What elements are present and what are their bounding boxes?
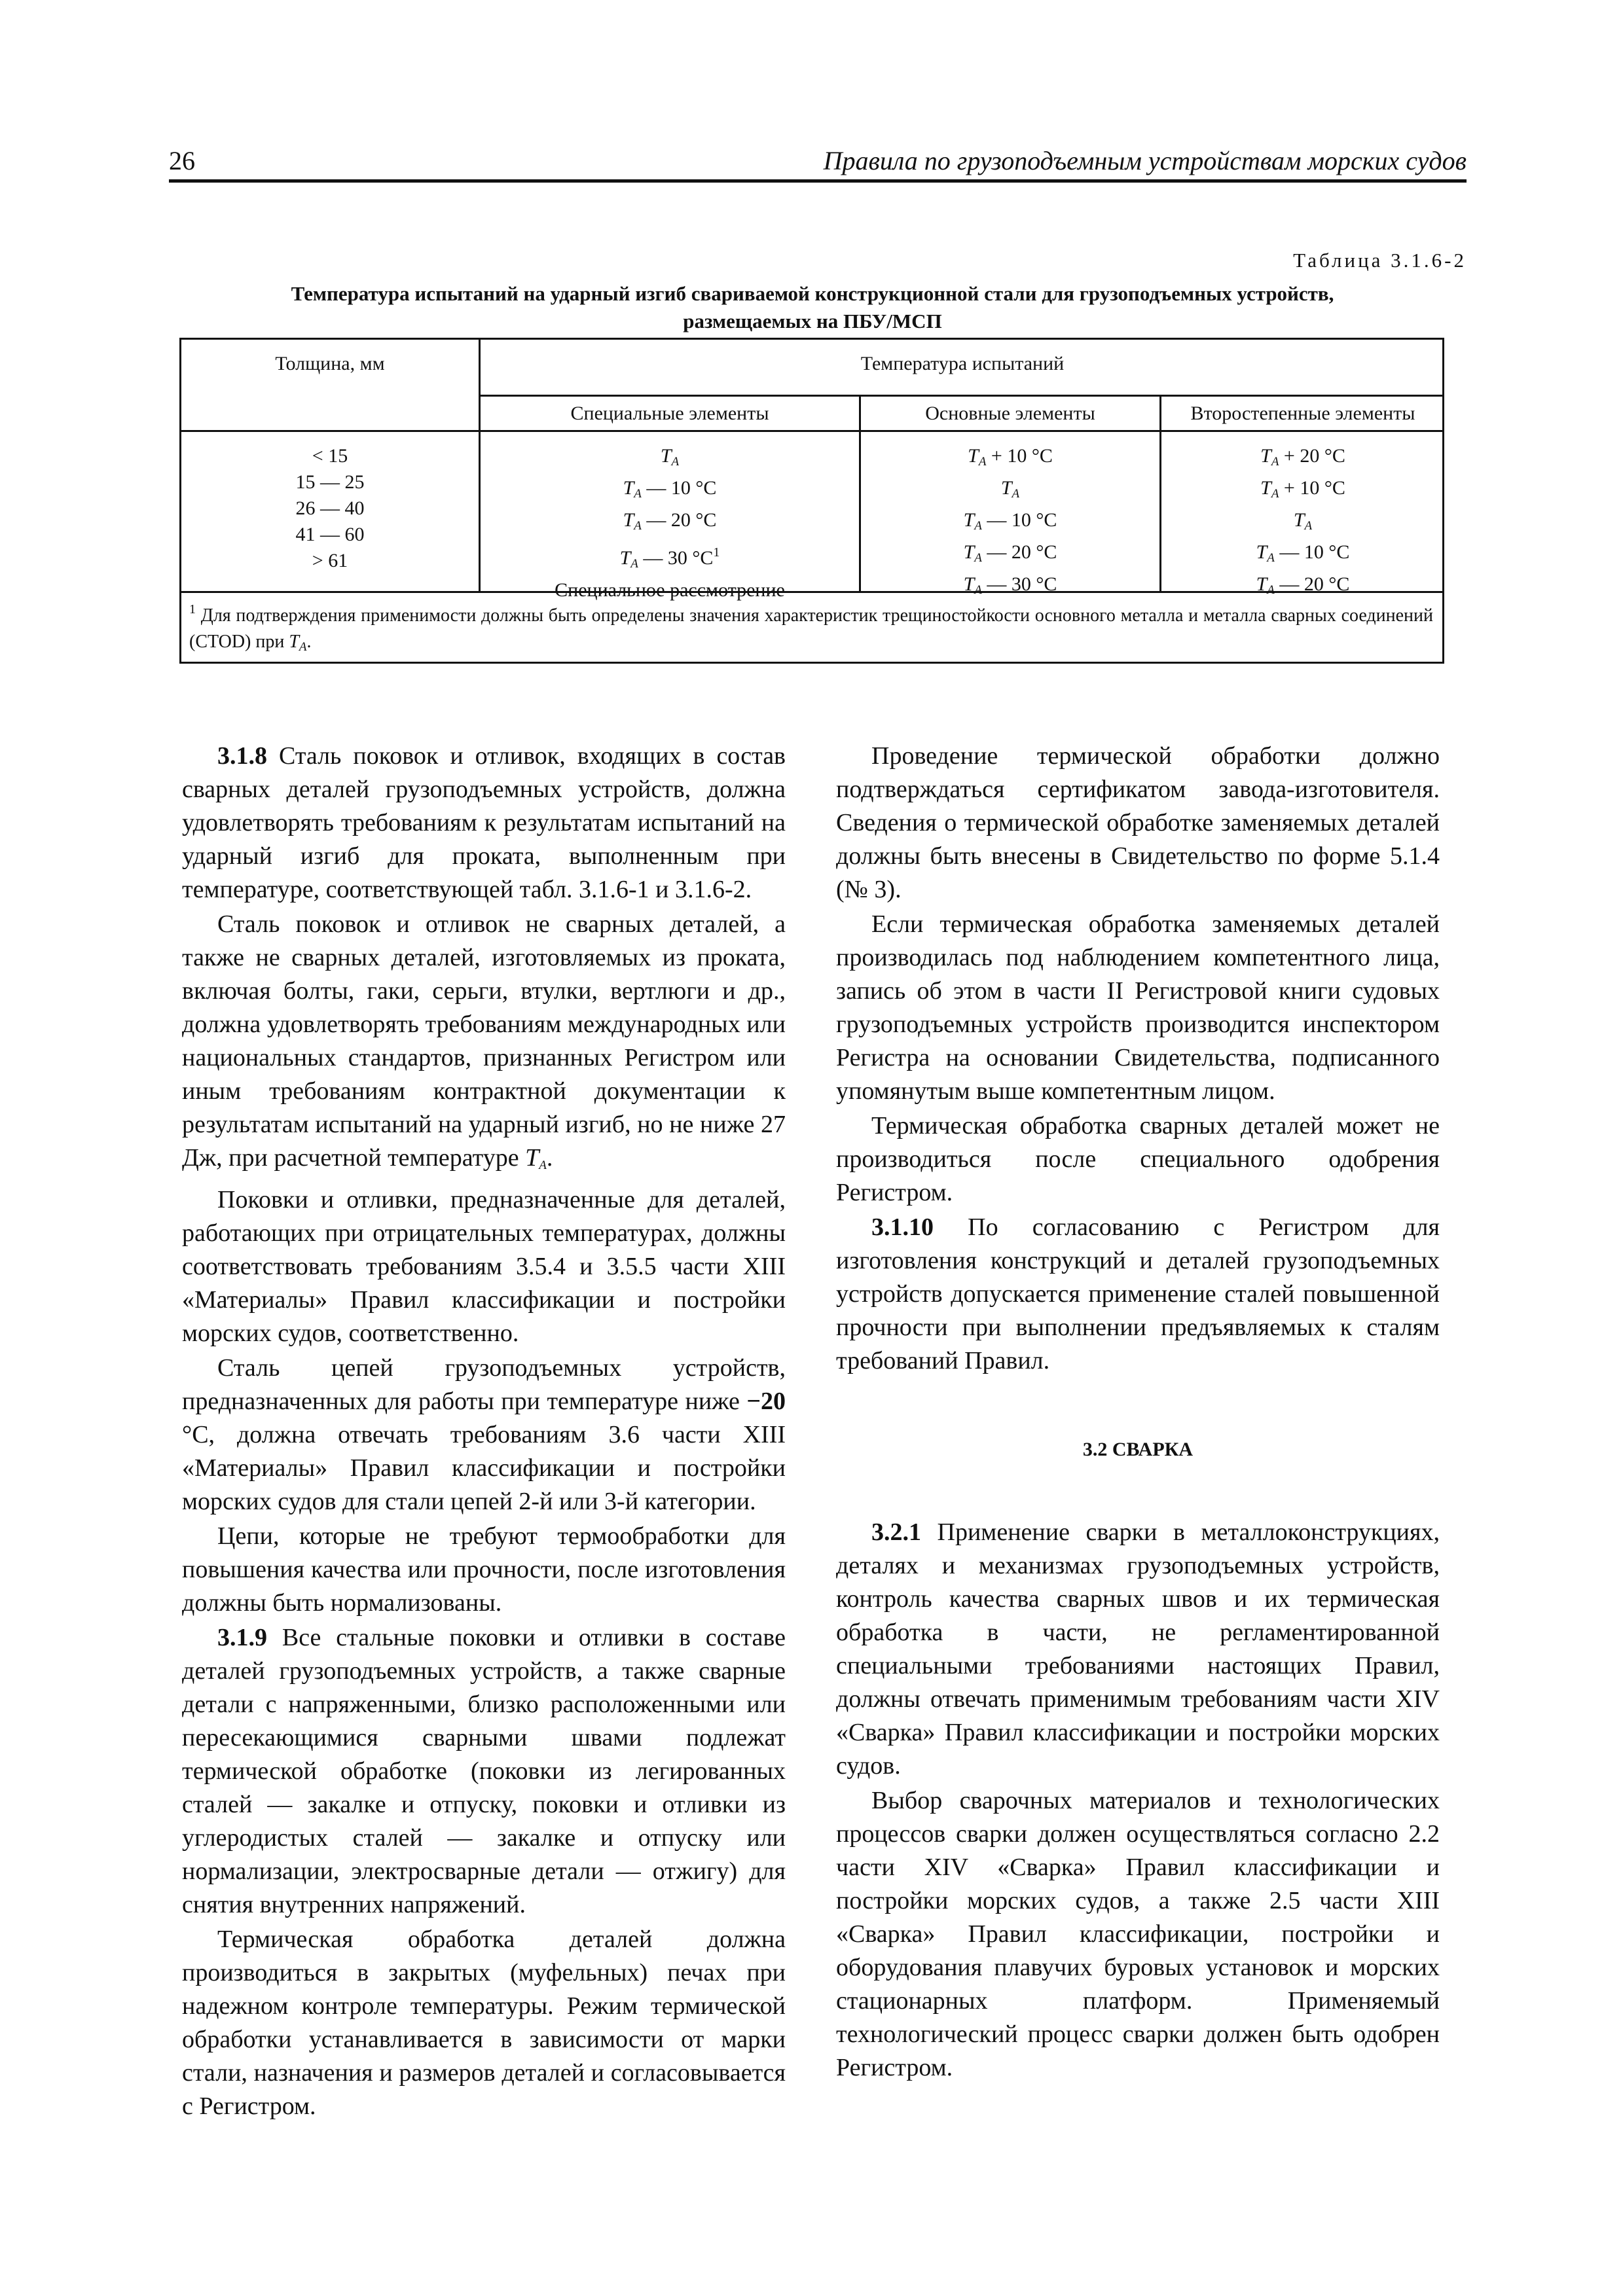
paragraph: 3.1.8 Сталь поковок и отливок, входящих в состав сварных деталей грузоподъемных устройств, должна удовлетворять требованиям к результатам испытаний на ударный изгиб для проката, выполненным при температуре, соответствующей табл. 3.1.6-1 и 3.1.6-2. [182, 742, 786, 903]
temperature-value: $T_A$ [1000, 477, 1020, 501]
table-caption-line: Температура испытаний на ударный изгиб свариваемой конструкционной стали для грузоподъемных устройств, [291, 282, 1334, 305]
thickness-column [181, 443, 479, 574]
page-header [169, 145, 1467, 183]
section-title: 3.2 СВАРКА [1082, 1439, 1194, 1460]
secondary-column [1161, 443, 1444, 603]
footnote-mark: 1 [189, 602, 196, 617]
paragraph: Поковки и отливки, предназначенные для деталей, работающих при отрицательных температурах, должны соответствовать требованиям 3.5.4 и 3.5.5 части XIII «Материалы» Правил классификации и постройки морских судов, соответственно. [182, 1186, 786, 1347]
header-thickness: Толщина, мм [275, 353, 385, 374]
temperature-value: $T_A$ — 30 $^\circ C^1$ [619, 545, 720, 571]
temperature-value: Специальное рассмотрение [555, 579, 785, 601]
temperature-value: $T_A + 20$ °C [1260, 445, 1345, 469]
table-footnote: $^1$ Для подтверждения применимости должны быть определены значения характеристик трещиностойкости основного металла и металла сварных соединений (CTOD) при $T_A$. [189, 602, 1433, 654]
subheader-secondary: Второстепенные элементы [1190, 403, 1415, 424]
paragraph: 3.2.1 Применение сварки в металлоконструкциях, деталях и механизмах грузоподъемных устройств, контроль качества сварных швов и их термическая обработка в части, не регламентированной специальными требованиями настоящих Правил, должны отвечать применимым требованиям части XIV «Сварка» Правил классификации и постройки морских судов. [836, 1518, 1440, 1780]
paragraph: Выбор сварочных материалов и технологических процессов сварки должен осуществляться согласно 2.2 части XIV «Сварка» Правил классификации и постройки морских судов, а также 2.5 части XIII «Сварка» Правил классификации, постройки и оборудования плавучих буровых установок и морских стационарных платформ. Применяемый технологический процесс сварки должен быть одобрен Регистром. [836, 1787, 1440, 2081]
thickness-value: < 15 [312, 445, 348, 467]
table-caption-line: размещаемых на ПБУ/МСП [683, 310, 942, 332]
paragraph: Проведение термической обработки должно подтверждаться сертификатом завода-изготовителя. Сведения о термической обработке заменяемых деталей должны быть внесены в Свидетельство по форме 5.1.4 (№ 3). [836, 742, 1440, 903]
temperature-value: $T_A$ [660, 445, 680, 469]
ta-symbol: $T_A$ [289, 632, 307, 654]
table-divider [181, 430, 1444, 432]
thickness-value: 26 — 40 [295, 497, 365, 519]
table-caption [181, 280, 1444, 335]
temperature-value: $T_A$ [1293, 509, 1313, 533]
ta-symbol: $T_A$ [525, 1144, 547, 1172]
left-column [182, 740, 786, 2125]
temperature-value: $T_A + 10$ °C [968, 445, 1053, 469]
main-column [861, 443, 1159, 603]
page-number: 26 [169, 146, 195, 175]
special-column [481, 443, 859, 603]
temperature-value: $T_A$ — 10 °C [623, 477, 717, 501]
thickness-value: 15 — 25 [295, 471, 365, 493]
temperature-value: $T_A$ — 30 °C [963, 573, 1057, 597]
temperature-value: $T_A + 10$ °C [1260, 477, 1345, 501]
paragraph: Сталь поковок и отливок не сварных деталей, а также не сварных деталей, изготовляемых из проката, включая болты, гаки, серьги, втулки, вертлюги и др., должна удовлетворять требованиям международных или национальных стандартов, признанных Регистром или иным требованиям контрактной документации к результатам испытаний на ударный изгиб, но не ниже 27 Дж, при расчетной температуре $T_A$. [182, 910, 786, 1172]
subheader-special: Специальные элементы [570, 403, 769, 424]
paragraph: Термическая обработка сварных деталей может не производиться после специального одобрения Регистром. [836, 1112, 1440, 1206]
paragraph: 3.1.10 По согласованию с Регистром для изготовления конструкций и деталей грузоподъемных устройств допускается применение сталей повышенной прочности при выполнении предъявляемых к сталям требований Правил. [836, 1213, 1440, 1374]
right-column [836, 740, 1440, 2086]
subheader-main: Основные элементы [925, 403, 1095, 424]
paragraph: Сталь цепей грузоподъемных устройств, предназначенных для работы при температуре ниже −20 °C, должна отвечать требованиям 3.6 части XIII «Материалы» Правил классификации и постройки морских судов для стали цепей 2-й или 3-й категории. [182, 1354, 786, 1515]
paragraph: Если термическая обработка заменяемых деталей производилась под наблюдением компетентного лица, запись об этом в части II Регистровой книги судовых грузоподъемных устройств производится инспектором Регистра на основании Свидетельства, подписанного упомянутым выше компетентным лицом. [836, 910, 1440, 1105]
footnote-text: Для подтверждения применимости должны быть определены значения характеристик трещиностойкости основного металла и металла сварных соединений (CTOD) при [189, 605, 1433, 652]
header-temperature: Температура испытаний [860, 353, 1065, 374]
temperature-table [179, 338, 1444, 664]
paragraph: 3.1.9 Все стальные поковки и отливки в составе деталей грузоподъемных устройств, а также сварные детали с напряженными, близко расположенными или пересекающимися сварными швами подлежат термической обработке (поковки из легированных сталей — закалке и отпуску, поковки и отливки из углеродистых сталей — закалке и отпуску или нормализации, электросварные детали — отжигу) для снятия внутренних напряжений. [182, 1624, 786, 1918]
temperature-value: $T_A$ — 20 °C [1256, 573, 1350, 597]
paragraph: Цепи, которые не требуют термообработки для повышения качества или прочности, после изготовления должны быть нормализованы. [182, 1522, 786, 1617]
table-label: Таблица 3.1.6-2 [1293, 249, 1467, 272]
paragraph: Термическая обработка деталей должна производиться в закрытых (муфельных) печах при надежном контроле температуры. Режим термической обработки устанавливается в зависимости от марки стали, назначения и размеров деталей и согласовывается с Регистром. [182, 1926, 786, 2120]
running-title: Правила по грузоподъемным устройствам морских судов [823, 146, 1467, 175]
temperature-value: $T_A$ — 20 °C [623, 509, 717, 533]
thickness-value: > 61 [312, 550, 348, 571]
temperature-value: $T_A$ — 10 °C [963, 509, 1057, 533]
table-divider [481, 395, 1444, 397]
thickness-value: 41 — 60 [295, 524, 365, 545]
temperature-value: $T_A$ — 20 °C [963, 541, 1057, 565]
temperature-value: $T_A$ — 10 °C [1256, 541, 1350, 565]
